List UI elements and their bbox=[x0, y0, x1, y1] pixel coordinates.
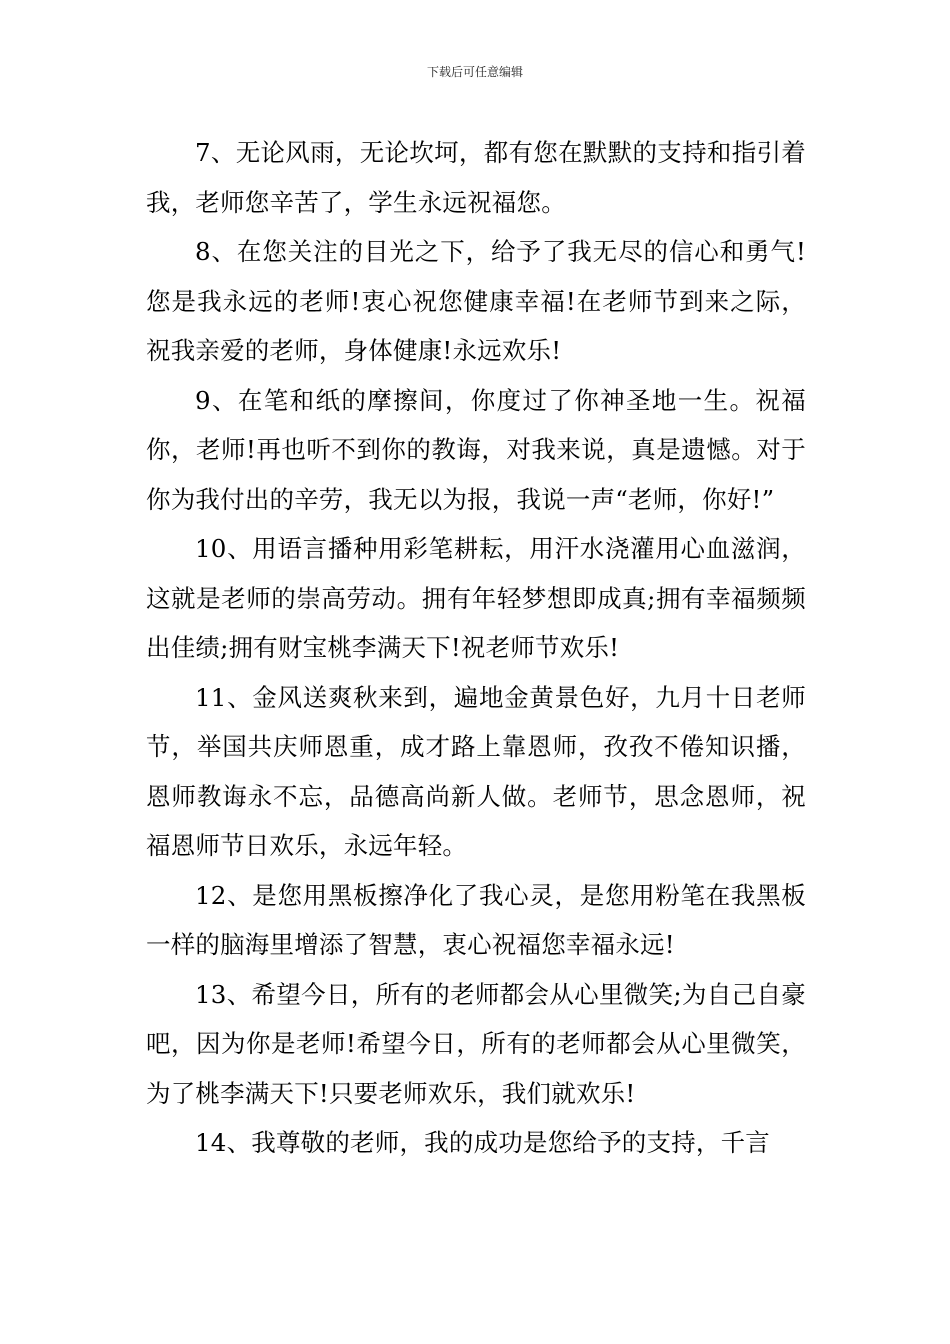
page-header: 下载后可任意编辑 bbox=[426, 65, 523, 79]
document-body bbox=[146, 128, 806, 1168]
paragraph-14: 14、我尊敬的老师，我的成功是您给予的支持，千言 bbox=[195, 1128, 770, 1157]
paragraph-11: 11、金风送爽秋来到，遍地金黄景色好，九月十日老师节，举国共庆师恩重，成才路上靠恩师，孜孜不倦知识播，恩师教诲永不忘，品德高尚新人做。老师节，思念恩师，祝福恩师节日欢乐，永远年轻。 bbox=[146, 682, 806, 860]
paragraph-10: 10、用语言播种用彩笔耕耘，用汗水浇灌用心血滋润，这就是老师的崇高劳动。拥有年轻梦想即成真;拥有幸福频频出佳绩;拥有财宝桃李满天下!祝老师节欢乐! bbox=[146, 534, 806, 662]
paragraph-7: 7、无论风雨，无论坎坷，都有您在默默的支持和指引着我，老师您辛苦了，学生永远祝福您。 bbox=[146, 138, 806, 217]
paragraph-13: 13、希望今日，所有的老师都会从心里微笑;为自己自豪吧，因为你是老师!希望今日，所有的老师都会从心里微笑，为了桃李满天下!只要老师欢乐，我们就欢乐! bbox=[146, 979, 806, 1108]
paragraph-8: 8、在您关注的目光之下，给予了我无尽的信心和勇气!您是我永远的老师!衷心祝您健康幸福!在老师节到来之际，祝我亲爱的老师，身体健康!永远欢乐! bbox=[146, 237, 806, 365]
paragraph-9: 9、在笔和纸的摩擦间，你度过了你神圣地一生。祝福你，老师!再也听不到你的教诲，对我来说，真是遗憾。对于你为我付出的辛劳，我无以为报，我说一声“老师，你好!” bbox=[146, 385, 806, 514]
paragraph-12: 12、是您用黑板擦净化了我心灵，是您用粉笔在我黑板一样的脑海里增添了智慧，衷心祝福您幸福永远! bbox=[146, 880, 806, 959]
